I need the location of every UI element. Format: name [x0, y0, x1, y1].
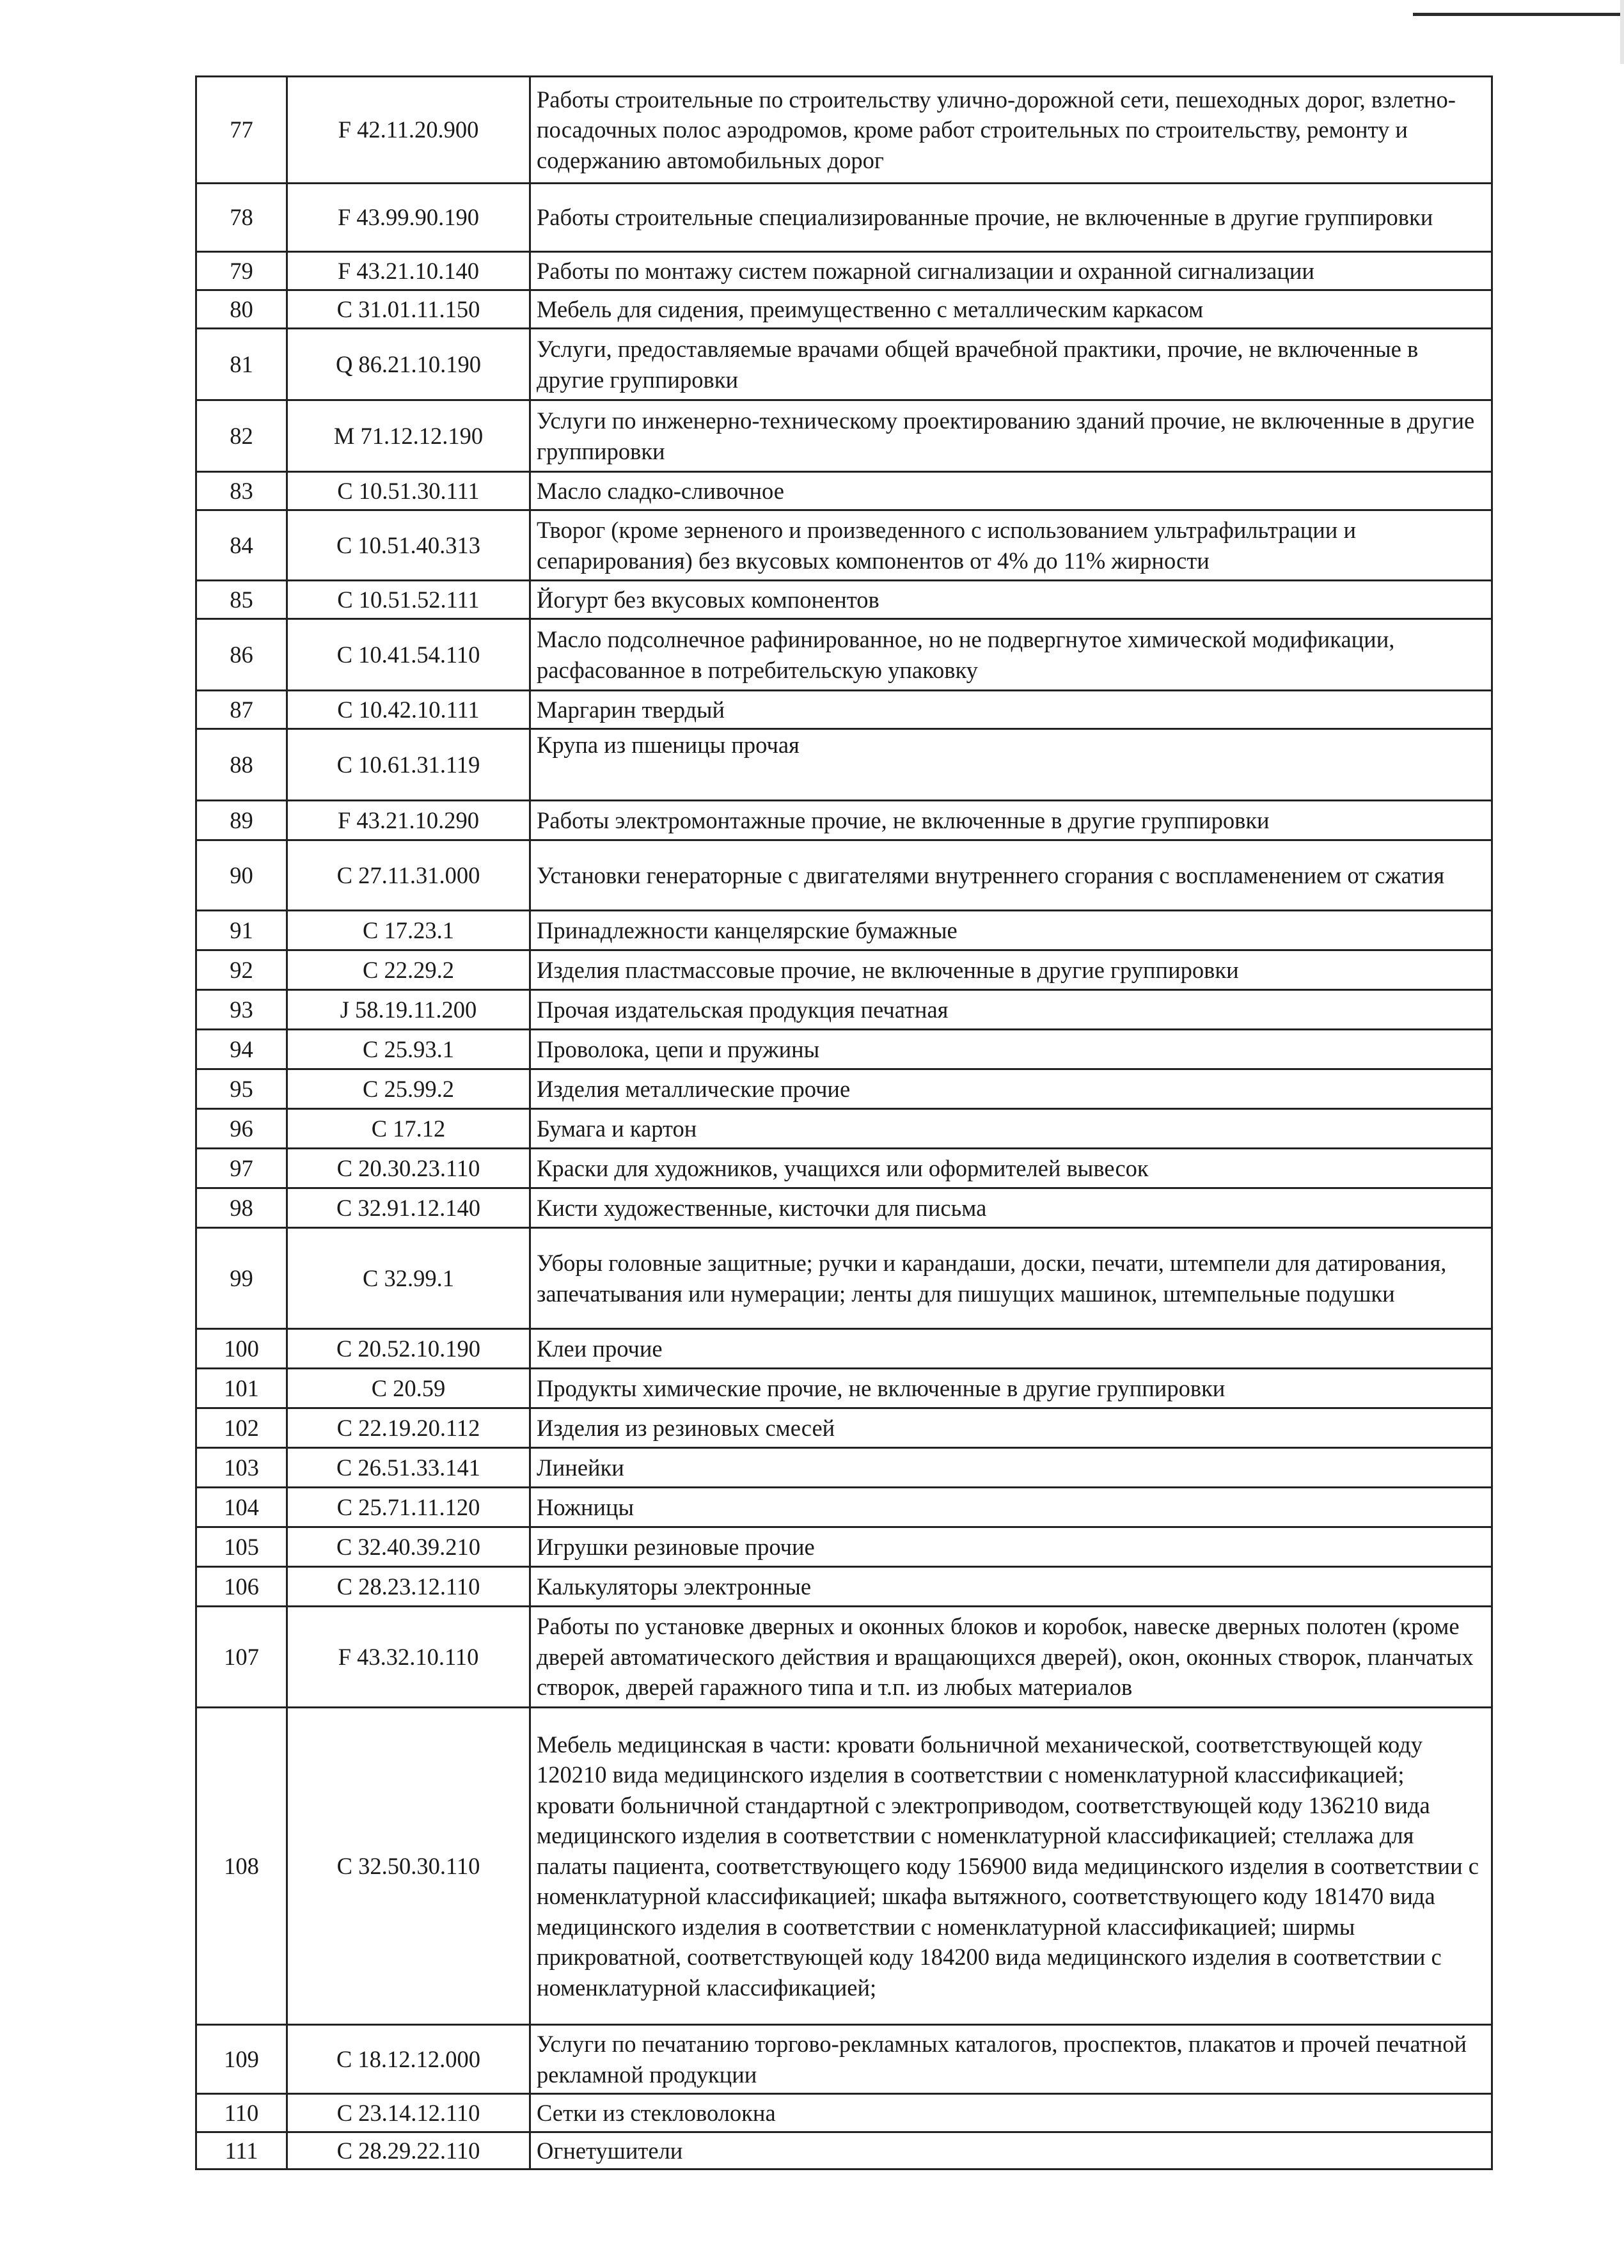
row-number: 106 — [196, 1567, 287, 1607]
okpd-code: C 17.12 — [287, 1109, 530, 1149]
item-description: Работы по монтажу систем пожарной сигнализации и охранной сигнализации — [530, 252, 1492, 290]
okpd-code: C 18.12.12.000 — [287, 2025, 530, 2094]
table-row — [196, 1567, 1492, 1607]
row-number: 96 — [196, 1109, 287, 1149]
okpd-code: C 25.71.11.120 — [287, 1488, 530, 1527]
item-description: Проволока, цепи и пружины — [530, 1030, 1492, 1069]
item-description: Мебель медицинская в части: кровати больничной механической, соответствующей коду 120210 вида медицинского изделия в соответствии с номенклатурной классификацией; кровати больничной стандартной с электроприводом, соответствующей коду 136210 вида медицинского изделия в соответствии с номенклатурной классификацией; стеллажа для палаты пациента, соответствующего коду 156900 вида медицинского изделия в соответствии с номенклатурной классификацией; шкафа вытяжного, соответствующего коду 181470 вида медицинского изделия в соответствии с номенклатурной классификацией; ширмы прикроватной, соответствующей коду 184200 вида медицинского изделия в соответствии с номенклатурной классификацией; — [530, 1708, 1492, 2025]
table-row — [196, 729, 1492, 801]
okpd-code: C 20.30.23.110 — [287, 1149, 530, 1188]
okpd-code: F 43.21.10.290 — [287, 801, 530, 840]
okpd-code: J 58.19.11.200 — [287, 990, 530, 1030]
row-number: 94 — [196, 1030, 287, 1069]
table-row — [196, 1109, 1492, 1149]
table-row — [196, 510, 1492, 581]
okpd-code: C 26.51.33.141 — [287, 1448, 530, 1488]
row-number: 88 — [196, 729, 287, 801]
table-row — [196, 801, 1492, 840]
item-description: Масло сладко-сливочное — [530, 472, 1492, 510]
table-row — [196, 1329, 1492, 1369]
table-row — [196, 581, 1492, 619]
okpd-code: C 27.11.31.000 — [287, 840, 530, 911]
row-number: 105 — [196, 1527, 287, 1567]
item-description: Уборы головные защитные; ручки и карандаши, доски, печати, штемпели для датирования, запечатывания или нумерации; ленты для пишущих машинок, штемпельные подушки — [530, 1228, 1492, 1329]
item-description: Мебель для сидения, преимущественно с металлическим каркасом — [530, 290, 1492, 329]
table-row — [196, 1369, 1492, 1408]
item-description: Изделия из резиновых смесей — [530, 1408, 1492, 1448]
row-number: 83 — [196, 472, 287, 510]
okpd-code: C 20.52.10.190 — [287, 1329, 530, 1369]
table-row — [196, 400, 1492, 472]
row-number: 107 — [196, 1607, 287, 1708]
item-description: Клеи прочие — [530, 1329, 1492, 1369]
row-number: 81 — [196, 329, 287, 400]
scan-edge-line — [1413, 0, 1624, 16]
okpd-code: C 28.29.22.110 — [287, 2132, 530, 2170]
table-row — [196, 950, 1492, 990]
item-description: Маргарин твердый — [530, 691, 1492, 729]
row-number: 77 — [196, 77, 287, 184]
item-description: Калькуляторы электронные — [530, 1567, 1492, 1607]
item-description: Работы по установке дверных и оконных блоков и коробок, навеске дверных полотен (кроме дверей автоматического действия и вращающихся дверей), окон, оконных створок, планчатых створок, дверей гаражного типа и т.п. из любых материалов — [530, 1607, 1492, 1708]
table-row — [196, 1228, 1492, 1329]
row-number: 101 — [196, 1369, 287, 1408]
item-description: Услуги, предоставляемые врачами общей врачебной практики, прочие, не включенные в другие группировки — [530, 329, 1492, 400]
item-description: Огнетушители — [530, 2132, 1492, 2170]
row-number: 87 — [196, 691, 287, 729]
okpd-code: F 43.21.10.140 — [287, 252, 530, 290]
table-row — [196, 619, 1492, 691]
table-row — [196, 1188, 1492, 1228]
item-description: Продукты химические прочие, не включенные в другие группировки — [530, 1369, 1492, 1408]
item-description: Работы строительные специализированные прочие, не включенные в другие группировки — [530, 184, 1492, 252]
item-description: Линейки — [530, 1448, 1492, 1488]
row-number: 93 — [196, 990, 287, 1030]
row-number: 82 — [196, 400, 287, 472]
row-number: 108 — [196, 1708, 287, 2025]
item-description: Установки генераторные с двигателями внутреннего сгорания с воспламенением от сжатия — [530, 840, 1492, 911]
table-row — [196, 2094, 1492, 2132]
row-number: 98 — [196, 1188, 287, 1228]
item-description: Сетки из стекловолокна — [530, 2094, 1492, 2132]
okpd-code: C 32.40.39.210 — [287, 1527, 530, 1567]
table-row — [196, 472, 1492, 510]
table-row — [196, 840, 1492, 911]
okpd-code: C 25.93.1 — [287, 1030, 530, 1069]
item-description: Краски для художников, учащихся или оформителей вывесок — [530, 1149, 1492, 1188]
item-description: Работы электромонтажные прочие, не включенные в другие группировки — [530, 801, 1492, 840]
row-number: 91 — [196, 911, 287, 950]
okpd-code: C 10.41.54.110 — [287, 619, 530, 691]
scan-edge-shadow — [1620, 0, 1624, 64]
item-description: Бумага и картон — [530, 1109, 1492, 1149]
table-row — [196, 1030, 1492, 1069]
item-description: Масло подсолнечное рафинированное, но не подвергнутое химической модификации, расфасованное в потребительскую упаковку — [530, 619, 1492, 691]
row-number: 86 — [196, 619, 287, 691]
okpd-code: C 25.99.2 — [287, 1069, 530, 1109]
item-description: Прочая издательская продукция печатная — [530, 990, 1492, 1030]
row-number: 80 — [196, 290, 287, 329]
okpd-code: F 43.32.10.110 — [287, 1607, 530, 1708]
okpd-code: C 10.51.30.111 — [287, 472, 530, 510]
okpd-code: C 10.51.52.111 — [287, 581, 530, 619]
item-description: Услуги по печатанию торгово-рекламных каталогов, проспектов, плакатов и прочей печатной рекламной продукции — [530, 2025, 1492, 2094]
table-row — [196, 1708, 1492, 2025]
table-row — [196, 990, 1492, 1030]
row-number: 95 — [196, 1069, 287, 1109]
item-description: Изделия металлические прочие — [530, 1069, 1492, 1109]
item-description: Работы строительные по строительству улично-дорожной сети, пешеходных дорог, взлетно-посадочных полос аэродромов, кроме работ строительных по строительству, ремонту и содержанию автомобильных дорог — [530, 77, 1492, 184]
item-description: Игрушки резиновые прочие — [530, 1527, 1492, 1567]
row-number: 84 — [196, 510, 287, 581]
item-description: Услуги по инженерно-техническому проектированию зданий прочие, не включенные в другие группировки — [530, 400, 1492, 472]
okpd-code-table — [195, 75, 1493, 2170]
table-row — [196, 184, 1492, 252]
item-description: Крупа из пшеницы прочая — [530, 729, 1492, 801]
item-description: Принадлежности канцелярские бумажные — [530, 911, 1492, 950]
okpd-code: C 10.51.40.313 — [287, 510, 530, 581]
okpd-code: C 10.61.31.119 — [287, 729, 530, 801]
okpd-code: C 31.01.11.150 — [287, 290, 530, 329]
okpd-code: C 17.23.1 — [287, 911, 530, 950]
okpd-code: C 20.59 — [287, 1369, 530, 1408]
item-description: Кисти художественные, кисточки для письма — [530, 1188, 1492, 1228]
table-row — [196, 2025, 1492, 2094]
item-description: Йогурт без вкусовых компонентов — [530, 581, 1492, 619]
row-number: 79 — [196, 252, 287, 290]
row-number: 100 — [196, 1329, 287, 1369]
okpd-code: F 42.11.20.900 — [287, 77, 530, 184]
table-row — [196, 1069, 1492, 1109]
okpd-code: Q 86.21.10.190 — [287, 329, 530, 400]
row-number: 90 — [196, 840, 287, 911]
row-number: 92 — [196, 950, 287, 990]
table-row — [196, 691, 1492, 729]
row-number: 109 — [196, 2025, 287, 2094]
item-description: Ножницы — [530, 1488, 1492, 1527]
table-row — [196, 252, 1492, 290]
row-number: 85 — [196, 581, 287, 619]
item-description: Изделия пластмассовые прочие, не включенные в другие группировки — [530, 950, 1492, 990]
row-number: 111 — [196, 2132, 287, 2170]
table-row — [196, 911, 1492, 950]
okpd-code: C 10.42.10.111 — [287, 691, 530, 729]
table-row — [196, 1527, 1492, 1567]
table-row — [196, 1607, 1492, 1708]
table-row — [196, 1448, 1492, 1488]
okpd-code: C 32.99.1 — [287, 1228, 530, 1329]
row-number: 78 — [196, 184, 287, 252]
item-description: Творог (кроме зерненого и произведенного с использованием ультрафильтрации и сепарирования) без вкусовых компонентов от 4% до 11% жирности — [530, 510, 1492, 581]
row-number: 97 — [196, 1149, 287, 1188]
okpd-code: C 32.91.12.140 — [287, 1188, 530, 1228]
row-number: 110 — [196, 2094, 287, 2132]
row-number: 102 — [196, 1408, 287, 1448]
okpd-code: C 22.29.2 — [287, 950, 530, 990]
okpd-code: M 71.12.12.190 — [287, 400, 530, 472]
okpd-code: C 22.19.20.112 — [287, 1408, 530, 1448]
row-number: 104 — [196, 1488, 287, 1527]
table-row — [196, 1488, 1492, 1527]
okpd-code: C 28.23.12.110 — [287, 1567, 530, 1607]
table-row — [196, 329, 1492, 400]
table-row — [196, 77, 1492, 184]
okpd-code: F 43.99.90.190 — [287, 184, 530, 252]
row-number: 89 — [196, 801, 287, 840]
table-row — [196, 1408, 1492, 1448]
row-number: 103 — [196, 1448, 287, 1488]
table-row — [196, 2132, 1492, 2170]
okpd-code: C 32.50.30.110 — [287, 1708, 530, 2025]
okpd-code: C 23.14.12.110 — [287, 2094, 530, 2132]
table-row — [196, 1149, 1492, 1188]
table-row — [196, 290, 1492, 329]
row-number: 99 — [196, 1228, 287, 1329]
